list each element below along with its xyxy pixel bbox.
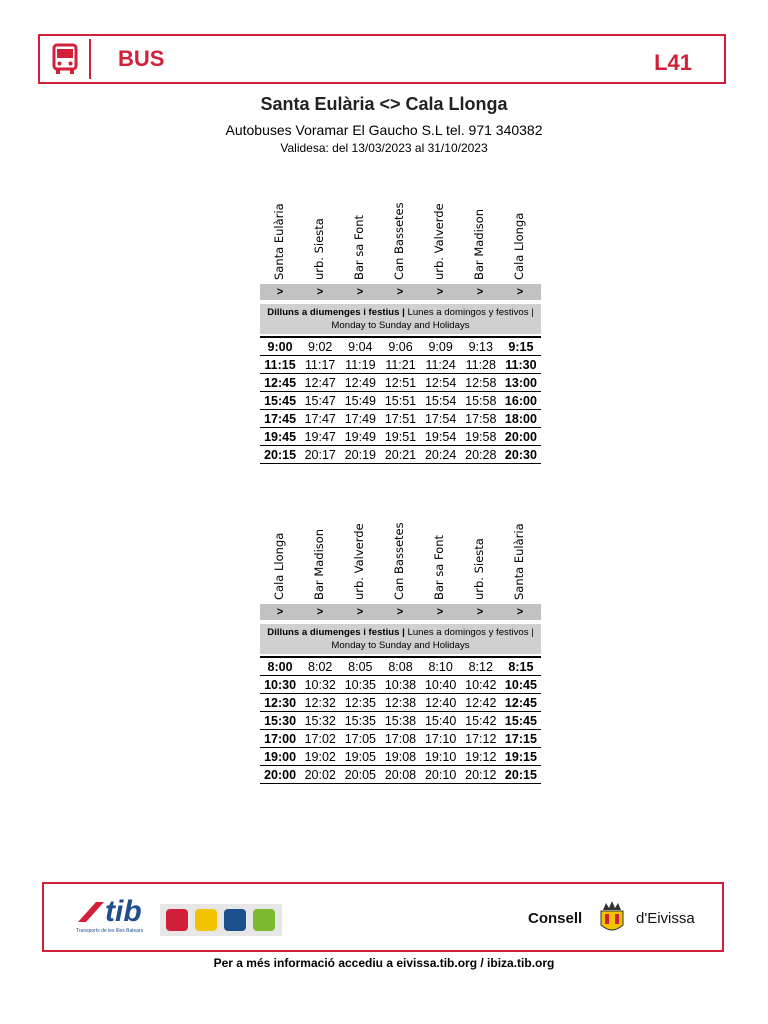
departure-time: 17:00 — [260, 730, 300, 748]
table-row — [260, 730, 541, 748]
table-row — [260, 410, 541, 428]
stop-header — [300, 196, 340, 280]
stop-header — [420, 196, 460, 280]
departure-time: 15:45 — [501, 712, 541, 730]
departure-time: 18:00 — [501, 410, 541, 428]
stop-header — [260, 196, 300, 280]
departure-time: 8:12 — [461, 657, 501, 676]
stop-header — [260, 516, 300, 600]
arrow-icon: > — [356, 286, 364, 298]
departure-time: 20:12 — [461, 766, 501, 784]
arrow-icon: > — [436, 286, 444, 298]
stop-headers — [260, 516, 541, 604]
departure-time: 12:49 — [340, 374, 380, 392]
route-title: Santa Eulària <> Cala Llonga — [260, 94, 508, 114]
bus-icon-box — [43, 39, 91, 79]
departure-time: 15:42 — [461, 712, 501, 730]
departure-time: 13:00 — [501, 374, 541, 392]
table-row — [260, 657, 541, 676]
departure-time: 10:35 — [340, 676, 380, 694]
stop-header — [300, 516, 340, 600]
bus-icon — [51, 43, 79, 75]
departure-time: 12:35 — [340, 694, 380, 712]
stop-name: Santa Eulària — [512, 523, 526, 600]
direction-arrows — [260, 284, 541, 300]
more-info-links: Per a més informació accediu a eivissa.tib.org / ibiza.tib.org — [213, 956, 555, 970]
departure-time: 15:45 — [260, 392, 300, 410]
stop-name: urb. Valverde — [432, 203, 446, 280]
departure-time: 8:10 — [421, 657, 461, 676]
departure-time: 8:05 — [340, 657, 380, 676]
departure-time: 15:58 — [461, 392, 501, 410]
departure-time: 17:08 — [380, 730, 420, 748]
departure-time: 9:02 — [300, 337, 340, 356]
service-days-note — [260, 304, 541, 334]
departure-time: 20:02 — [300, 766, 340, 784]
departure-time: 11:17 — [300, 356, 340, 374]
departure-time: 11:30 — [501, 356, 541, 374]
departure-time: 9:06 — [380, 337, 420, 356]
stop-header — [500, 196, 540, 280]
stop-name: Bar sa Font — [352, 214, 366, 280]
bus-mode-icon — [166, 909, 188, 931]
departure-time: 20:15 — [501, 766, 541, 784]
departure-time: 19:54 — [421, 428, 461, 446]
departure-time: 9:13 — [461, 337, 501, 356]
departures-table — [260, 336, 541, 464]
timetable-return — [260, 516, 541, 784]
arrow-icon: > — [516, 286, 524, 298]
departure-time: 20:15 — [260, 446, 300, 464]
tib-logo-text: tib — [105, 895, 142, 928]
departure-time: 19:12 — [461, 748, 501, 766]
service-days-note — [260, 624, 541, 654]
validity-dates: Validesa: del 13/03/2023 al 31/10/2023 — [280, 141, 488, 155]
departure-time: 19:05 — [340, 748, 380, 766]
note-translations: Lunes a domingos y festivos | Monday to Sunday and Holidays — [331, 627, 534, 651]
stop-header — [340, 516, 380, 600]
table-row — [260, 694, 541, 712]
departure-time: 15:49 — [340, 392, 380, 410]
stop-header — [460, 196, 500, 280]
stop-header — [500, 516, 540, 600]
departure-time: 17:51 — [380, 410, 420, 428]
table-row — [260, 428, 541, 446]
departure-time: 15:51 — [380, 392, 420, 410]
departure-time: 19:15 — [501, 748, 541, 766]
departure-time: 9:00 — [260, 337, 300, 356]
departure-time: 20:00 — [260, 766, 300, 784]
stop-name: urb. Valverde — [352, 523, 366, 600]
departure-time: 19:10 — [421, 748, 461, 766]
train-mode-icon — [195, 909, 217, 931]
departure-time: 17:12 — [461, 730, 501, 748]
note-translations: Lunes a domingos y festivos | Monday to Sunday and Holidays — [331, 307, 534, 331]
departure-time: 15:35 — [340, 712, 380, 730]
departure-time: 20:28 — [461, 446, 501, 464]
departure-time: 17:58 — [461, 410, 501, 428]
departure-time: 17:02 — [300, 730, 340, 748]
table-row — [260, 392, 541, 410]
departure-time: 20:21 — [380, 446, 420, 464]
departure-time: 11:19 — [340, 356, 380, 374]
table-row — [260, 356, 541, 374]
departure-time: 19:45 — [260, 428, 300, 446]
departure-time: 16:00 — [501, 392, 541, 410]
departure-time: 11:21 — [380, 356, 420, 374]
departure-time: 20:10 — [421, 766, 461, 784]
footer-banner — [42, 882, 724, 952]
departure-time: 12:51 — [380, 374, 420, 392]
table-row — [260, 748, 541, 766]
stop-name: urb. Siesta — [312, 218, 326, 280]
departure-time: 8:02 — [300, 657, 340, 676]
departure-time: 15:54 — [421, 392, 461, 410]
departure-time: 9:04 — [340, 337, 380, 356]
stop-name: Bar Madison — [472, 208, 486, 280]
stop-name: Bar sa Font — [432, 534, 446, 600]
stop-header — [460, 516, 500, 600]
departure-time: 20:08 — [380, 766, 420, 784]
stop-header — [340, 196, 380, 280]
tib-logo-icon — [76, 900, 106, 924]
departure-time: 15:40 — [421, 712, 461, 730]
departure-time: 12:42 — [461, 694, 501, 712]
departure-time: 20:19 — [340, 446, 380, 464]
departure-time: 17:05 — [340, 730, 380, 748]
direction-arrows — [260, 604, 541, 620]
tib-subtitle: Transports de les Illes Balears — [76, 928, 144, 934]
departure-time: 17:45 — [260, 410, 300, 428]
transport-modes — [160, 904, 282, 936]
consell-crest-icon — [597, 899, 627, 937]
operator-info: Autobuses Voramar El Gaucho S.L tel. 971 340382 — [225, 122, 543, 138]
departure-time: 17:10 — [421, 730, 461, 748]
departure-time: 11:15 — [260, 356, 300, 374]
departure-time: 10:30 — [260, 676, 300, 694]
arrow-icon: > — [276, 606, 284, 618]
arrow-icon: > — [276, 286, 284, 298]
arrow-icon: > — [436, 606, 444, 618]
stop-header — [420, 516, 460, 600]
stop-header — [380, 196, 420, 280]
eivissa-label: d'Eivissa — [636, 910, 695, 927]
note-catalan: Dilluns a diumenges i festius | — [267, 307, 405, 318]
departure-time: 12:54 — [421, 374, 461, 392]
arrow-icon: > — [396, 286, 404, 298]
departure-time: 10:38 — [380, 676, 420, 694]
departure-time: 20:05 — [340, 766, 380, 784]
stop-name: urb. Siesta — [472, 538, 486, 600]
departure-time: 15:30 — [260, 712, 300, 730]
departure-time: 12:40 — [421, 694, 461, 712]
stop-name: Cala Llonga — [512, 212, 526, 280]
departure-time: 12:47 — [300, 374, 340, 392]
table-row — [260, 374, 541, 392]
arrow-icon: > — [316, 606, 324, 618]
departure-time: 20:24 — [421, 446, 461, 464]
line-number: L41 — [654, 50, 692, 75]
arrow-icon: > — [316, 286, 324, 298]
table-row — [260, 446, 541, 464]
arrow-icon: > — [476, 286, 484, 298]
departure-time: 17:47 — [300, 410, 340, 428]
departure-time: 8:15 — [501, 657, 541, 676]
departure-time: 12:30 — [260, 694, 300, 712]
departure-time: 19:51 — [380, 428, 420, 446]
stop-name: Can Bassetes — [392, 522, 406, 600]
departure-time: 19:49 — [340, 428, 380, 446]
departure-time: 12:45 — [260, 374, 300, 392]
departure-time: 12:58 — [461, 374, 501, 392]
departure-time: 8:00 — [260, 657, 300, 676]
departure-time: 20:30 — [501, 446, 541, 464]
departure-time: 11:24 — [421, 356, 461, 374]
departure-time: 15:47 — [300, 392, 340, 410]
departure-time: 19:00 — [260, 748, 300, 766]
departure-time: 19:58 — [461, 428, 501, 446]
stop-name: Cala Llonga — [272, 532, 286, 600]
arrow-icon: > — [476, 606, 484, 618]
departures-table — [260, 656, 541, 784]
departure-time: 19:02 — [300, 748, 340, 766]
stop-headers — [260, 196, 541, 284]
consell-label: Consell — [528, 910, 583, 927]
route-header — [38, 34, 726, 84]
departure-time: 15:32 — [300, 712, 340, 730]
departure-time: 17:54 — [421, 410, 461, 428]
stop-name: Can Bassetes — [392, 202, 406, 280]
table-row — [260, 766, 541, 784]
departure-time: 17:49 — [340, 410, 380, 428]
arrow-icon: > — [396, 606, 404, 618]
departure-time: 9:15 — [501, 337, 541, 356]
metro-mode-icon — [224, 909, 246, 931]
arrow-icon: > — [356, 606, 364, 618]
table-row — [260, 337, 541, 356]
departure-time: 19:47 — [300, 428, 340, 446]
departure-time: 10:42 — [461, 676, 501, 694]
table-row — [260, 676, 541, 694]
departure-time: 8:08 — [380, 657, 420, 676]
stop-name: Bar Madison — [312, 528, 326, 600]
departure-time: 17:15 — [501, 730, 541, 748]
arrow-icon: > — [516, 606, 524, 618]
departure-time: 12:45 — [501, 694, 541, 712]
note-catalan: Dilluns a diumenges i festius | — [267, 627, 405, 638]
departure-time: 20:17 — [300, 446, 340, 464]
departure-time: 10:32 — [300, 676, 340, 694]
bike-mode-icon — [253, 909, 275, 931]
departure-time: 10:40 — [421, 676, 461, 694]
departure-time: 19:08 — [380, 748, 420, 766]
departure-time: 11:28 — [461, 356, 501, 374]
departure-time: 15:38 — [380, 712, 420, 730]
stop-header — [380, 516, 420, 600]
departure-time: 20:00 — [501, 428, 541, 446]
timetable-outbound — [260, 196, 541, 464]
departure-time: 9:09 — [421, 337, 461, 356]
departure-time: 12:32 — [300, 694, 340, 712]
stop-name: Santa Eulària — [272, 203, 286, 280]
departure-time: 12:38 — [380, 694, 420, 712]
bus-label: BUS — [118, 46, 165, 71]
table-row — [260, 712, 541, 730]
departure-time: 10:45 — [501, 676, 541, 694]
